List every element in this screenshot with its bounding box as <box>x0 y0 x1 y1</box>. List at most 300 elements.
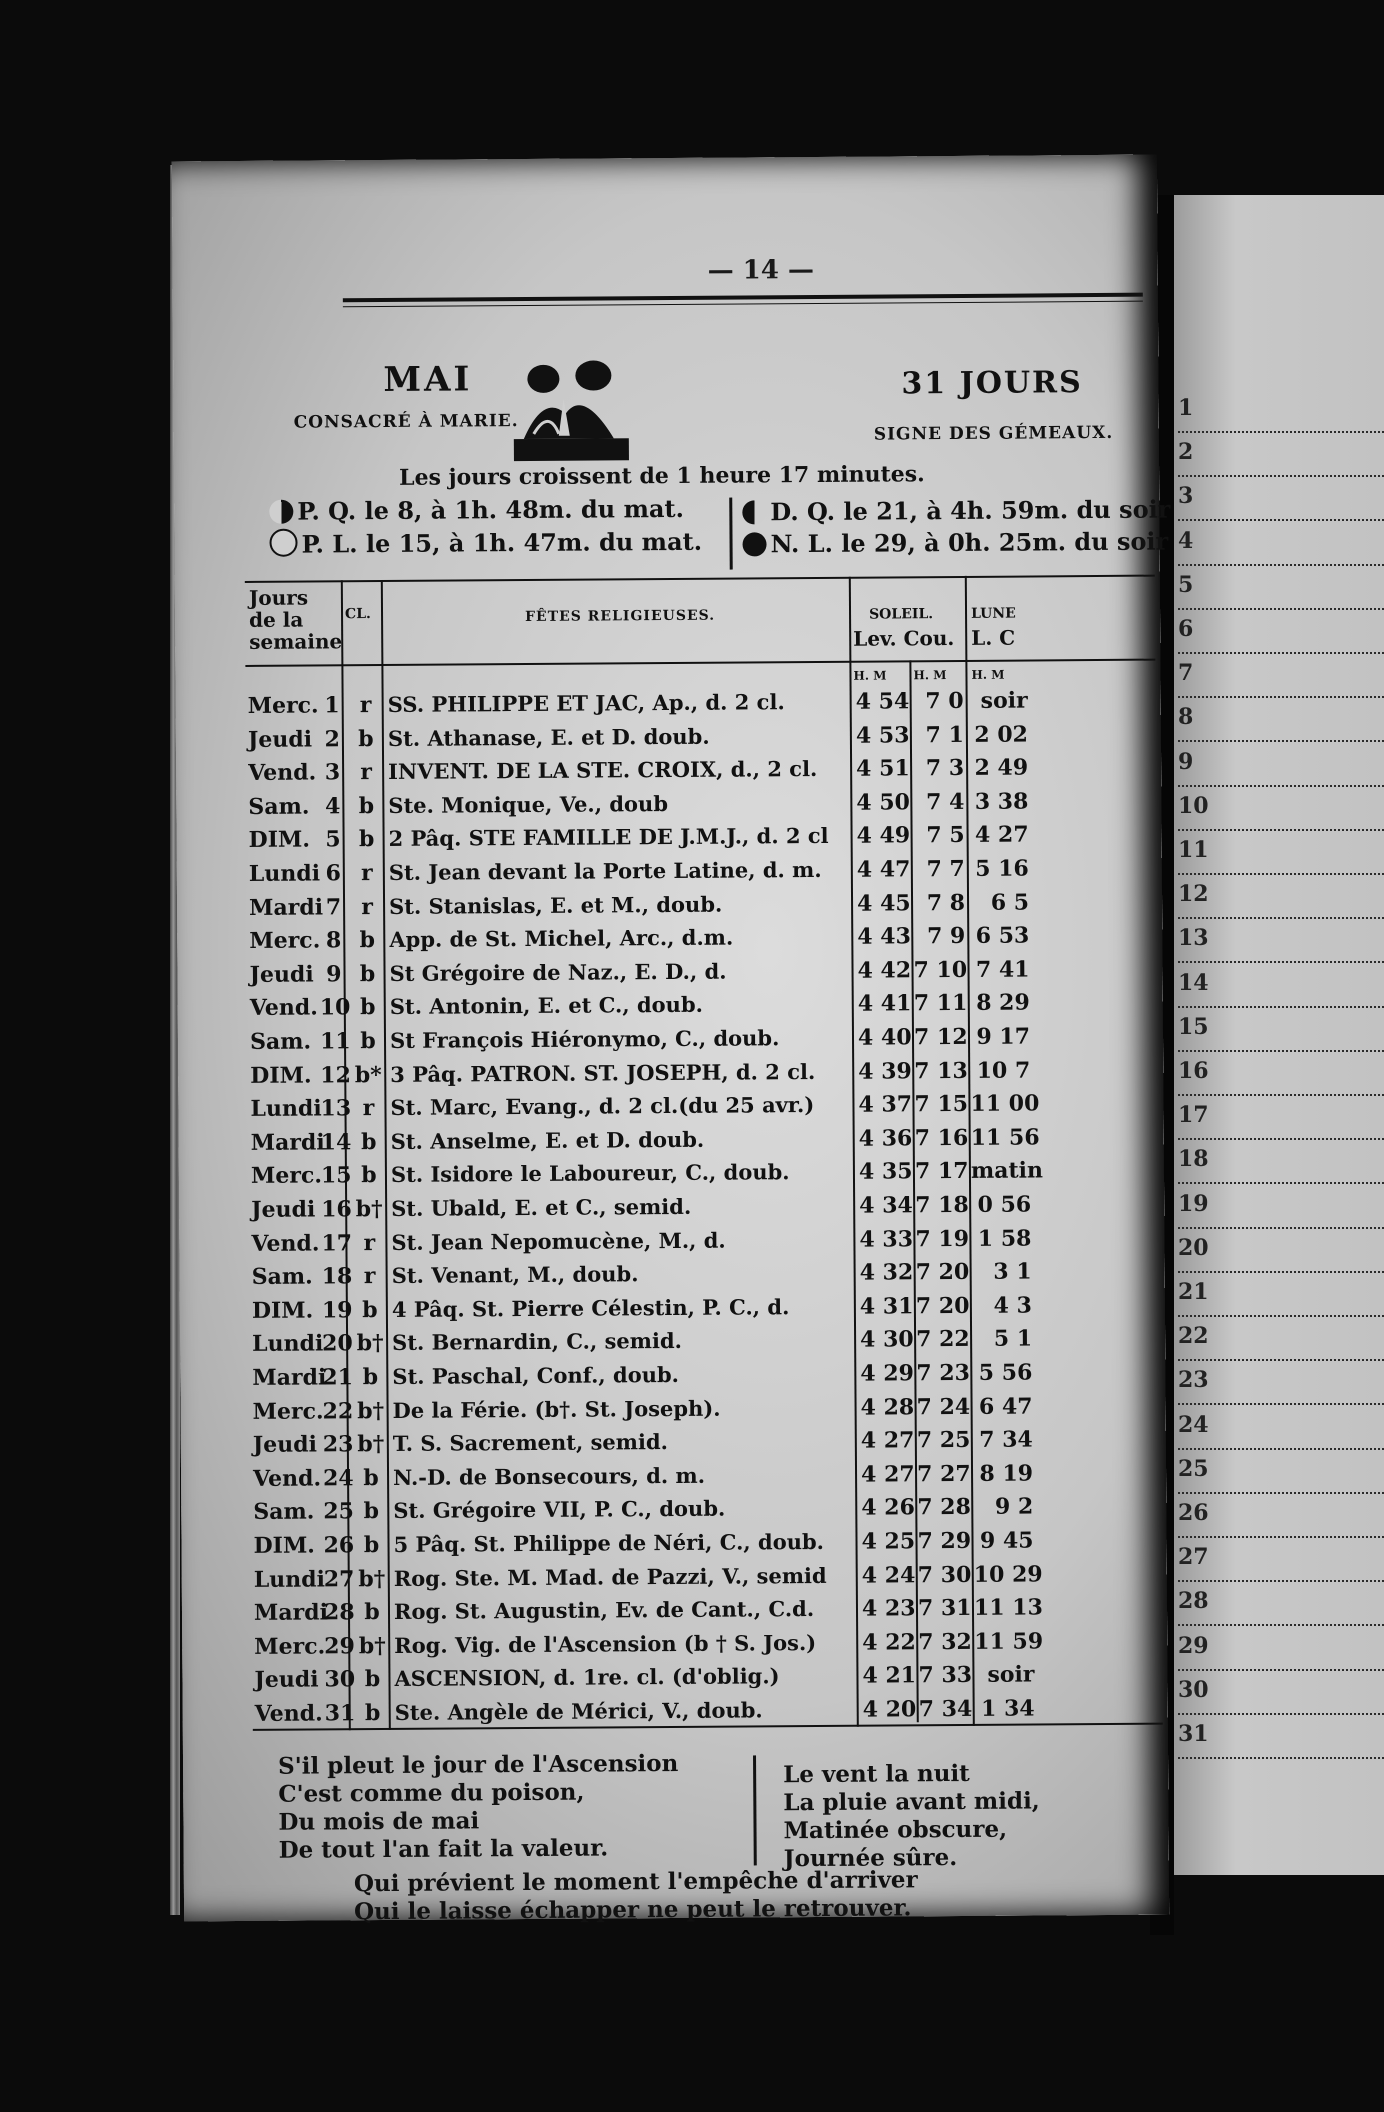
moon-phase-nl-text: N. L. le 29, à 0h. 25m. du soir <box>770 526 1169 559</box>
class-cell: b* <box>354 1061 382 1088</box>
facing-page-number: 16 <box>1178 1058 1209 1084</box>
moon-phase-pl-text: P. L. le 15, à 1h. 47m. du mat. <box>301 526 703 559</box>
facing-page-rule <box>1178 1359 1384 1361</box>
day-cell: Mardi <box>253 1599 329 1627</box>
moon-cell: 10 7 <box>976 1057 1031 1084</box>
sunset-cell: 7 17 <box>914 1158 969 1185</box>
feast-cell: Rog. St. Augustin, Ev. de Cant., C.d. <box>393 1596 815 1625</box>
feast-cell: Ste. Monique, Ve., doub <box>388 790 669 818</box>
date-cell: 23 <box>322 1431 354 1458</box>
feast-cell: St. Grégoire VII, P. C., doub. <box>393 1496 726 1524</box>
feast-cell: St. Anselme, E. et D. doub. <box>390 1126 705 1154</box>
date-cell: 28 <box>323 1599 355 1626</box>
full-moon-icon <box>269 529 297 557</box>
sunrise-cell: 4 29 <box>860 1360 915 1387</box>
moon-cell: 9 45 <box>979 1527 1034 1554</box>
class-cell: b <box>364 1599 380 1626</box>
proverb-right <box>783 1759 1040 1873</box>
sunset-cell: 7 1 <box>925 721 964 748</box>
sunrise-cell: 4 50 <box>856 789 911 816</box>
facing-page-rule <box>1178 1315 1384 1317</box>
date-cell: 18 <box>321 1263 353 1290</box>
phase-divider <box>729 498 733 570</box>
date-cell: 4 <box>324 793 341 820</box>
date-cell: 29 <box>324 1633 355 1660</box>
zodiac-sign: SIGNE DES GÉMEAUX. <box>873 422 1114 445</box>
proverb-line: C'est comme du poison, <box>278 1778 585 1808</box>
moon-cell: 11 56 <box>970 1124 1040 1151</box>
facing-page-rule <box>1178 873 1384 875</box>
facing-page-number: 18 <box>1178 1146 1209 1173</box>
sunrise-cell: 4 28 <box>860 1393 915 1421</box>
day-cell: Mardi <box>248 894 324 921</box>
facing-page-rule <box>1178 1138 1384 1140</box>
moon-phase-pq <box>269 494 684 526</box>
facing-page-number: 20 <box>1178 1234 1209 1261</box>
facing-page-rule <box>1178 608 1384 610</box>
day-cell: Sam. <box>251 1263 313 1291</box>
col-header-hm: H. M <box>971 667 1005 682</box>
sunset-cell: 7 7 <box>926 855 965 883</box>
sunrise-cell: 4 36 <box>858 1125 913 1152</box>
sunrise-cell: 4 40 <box>857 1024 912 1051</box>
class-cell: r <box>360 860 373 887</box>
facing-page-number: 13 <box>1178 925 1209 952</box>
facing-page-rule <box>1178 1050 1384 1052</box>
sunset-cell: 7 31 <box>917 1595 972 1622</box>
consecration-text: CONSACRÉ À MARIE. <box>293 411 519 433</box>
sunrise-cell: 4 35 <box>858 1158 913 1186</box>
feast-cell: St François Hiéronymo, C., doub. <box>389 1025 780 1053</box>
sunrise-cell: 4 25 <box>861 1528 916 1555</box>
sunset-cell: 7 22 <box>916 1326 970 1353</box>
moon-cell: 1 58 <box>977 1225 1032 1252</box>
class-cell: b <box>358 792 375 819</box>
sunrise-cell: 4 42 <box>857 957 912 984</box>
moon-cell: 2 49 <box>974 754 1029 782</box>
feast-cell: St. Bernardin, C., semid. <box>392 1328 683 1356</box>
sunset-cell: 7 23 <box>916 1359 971 1387</box>
sunrise-cell: 4 27 <box>860 1427 915 1454</box>
class-cell: b <box>358 826 375 853</box>
moon-cell: 6 47 <box>978 1393 1033 1420</box>
feast-cell: St. Antonin, E. et C., doub. <box>389 992 703 1020</box>
facing-page-number: 26 <box>1178 1500 1209 1526</box>
day-cell: Vend. <box>249 994 318 1022</box>
moon-cell: 7 41 <box>975 956 1030 983</box>
facing-page-number: 7 <box>1178 660 1194 687</box>
facing-page-number: 25 <box>1178 1455 1209 1482</box>
facing-page-number: 23 <box>1178 1367 1209 1394</box>
facing-page-rule <box>1178 1182 1384 1184</box>
moon-cell: 5 16 <box>975 855 1029 882</box>
feast-cell: De la Férie. (b†. St. Joseph). <box>392 1395 721 1423</box>
moon-cell: 2 02 <box>974 721 1028 748</box>
month-title: MAI <box>383 359 473 400</box>
col-header-soleil: SOLEIL. <box>868 606 934 623</box>
date-cell: 24 <box>322 1465 354 1492</box>
facing-page-number: 10 <box>1178 792 1209 819</box>
moon-cell: 1 34 <box>981 1695 1035 1722</box>
day-cell: Merc. <box>250 1162 323 1190</box>
facing-page-rule <box>1178 1669 1384 1671</box>
date-cell: 21 <box>322 1364 354 1391</box>
sunset-cell: 7 28 <box>917 1494 971 1521</box>
class-cell: b <box>360 1028 376 1055</box>
class-cell: b† <box>355 1196 383 1223</box>
facing-page-rule <box>1178 1713 1384 1715</box>
day-cell: Merc. <box>254 1633 326 1660</box>
moon-cell: 11 13 <box>973 1594 1043 1622</box>
date-cell: 14 <box>320 1129 352 1156</box>
facing-page-rule <box>1178 519 1384 521</box>
class-cell: r <box>363 1229 376 1256</box>
date-cell: 27 <box>323 1565 355 1593</box>
class-cell: b <box>361 1162 377 1189</box>
facing-page-number: 3 <box>1178 483 1194 510</box>
sunrise-cell: 4 33 <box>859 1225 914 1253</box>
feast-cell: T. S. Sacrement, semid. <box>392 1429 669 1457</box>
feast-cell: 3 Pâq. PATRON. ST. JOSEPH, d. 2 cl. <box>390 1058 816 1087</box>
class-cell: r <box>362 1095 375 1122</box>
date-cell: 9 <box>326 961 342 988</box>
class-cell: b† <box>357 1431 385 1458</box>
feast-cell: St. Jean devant la Porte Latine, d. m. <box>388 856 822 885</box>
facing-page-number: 15 <box>1178 1013 1209 1040</box>
feast-cell: Rog. Vig. de l'Ascension (b † S. Jos.) <box>394 1629 817 1658</box>
class-cell: r <box>363 1263 376 1290</box>
day-cell: Vend. <box>252 1465 322 1492</box>
feast-cell: App. de St. Michel, Arc., d.m. <box>389 924 734 953</box>
class-cell: b <box>363 1464 379 1491</box>
day-cell: Sam. <box>253 1498 315 1526</box>
facing-page-rule <box>1178 1403 1384 1405</box>
class-cell: b† <box>358 1632 386 1659</box>
daylight-note: Les jours croissent de 1 heure 17 minutes. <box>398 461 925 491</box>
days-count: 31 JOURS <box>901 365 1083 402</box>
class-cell: b <box>364 1666 381 1693</box>
class-cell: b <box>362 1296 378 1323</box>
first-quarter-icon <box>269 500 293 524</box>
gemini-emblem-icon <box>503 353 639 464</box>
facing-page-number: 6 <box>1178 616 1194 642</box>
proverb-line: Qui prévient le moment l'empêche d'arriver <box>353 1866 918 1898</box>
moon-cell: 8 29 <box>976 989 1030 1017</box>
moon-phase-dq <box>742 494 1170 526</box>
day-cell: DIM. <box>251 1297 314 1324</box>
moon-phase-pq-text: P. Q. le 8, à 1h. 48m. du mat. <box>297 493 685 526</box>
header-rule-thin <box>343 301 1143 308</box>
moon-cell: 4 3 <box>993 1292 1032 1319</box>
sunset-cell: 7 29 <box>917 1527 972 1555</box>
feast-cell: St. Paschal, Conf., doub. <box>392 1361 680 1389</box>
sunrise-cell: 4 41 <box>857 990 912 1018</box>
moon-cell: 11 59 <box>974 1628 1044 1655</box>
facing-page-rule <box>1178 785 1384 787</box>
moon-cell: 5 1 <box>993 1325 1033 1353</box>
facing-page-rule <box>1178 1271 1384 1273</box>
date-cell: 30 <box>324 1666 356 1693</box>
facing-page-number: 17 <box>1178 1102 1209 1129</box>
sunset-cell: 7 3 <box>925 755 965 782</box>
moon-phase-pl <box>269 526 702 559</box>
sunset-cell: 7 0 <box>925 687 964 715</box>
facing-page-number: 29 <box>1178 1632 1209 1659</box>
facing-page-number: 5 <box>1178 571 1194 598</box>
sunset-cell: 7 11 <box>913 990 968 1017</box>
moon-cell: 9 2 <box>994 1493 1034 1521</box>
day-cell: Sam. <box>248 793 310 820</box>
day-cell: Lundi <box>248 860 321 887</box>
facing-page-number: 12 <box>1178 881 1209 908</box>
feast-cell: St Grégoire de Naz., E. D., d. <box>389 958 727 986</box>
moon-cell: matin <box>970 1157 1044 1185</box>
sunset-cell: 7 10 <box>913 956 968 984</box>
moon-cell: 10 29 <box>973 1561 1043 1588</box>
facing-page-number: 11 <box>1178 837 1209 863</box>
moon-cell: 4 27 <box>974 821 1029 849</box>
date-cell: 16 <box>321 1196 352 1223</box>
sunset-cell: 7 33 <box>918 1662 973 1689</box>
facing-page-rule <box>1178 1536 1384 1538</box>
moon-cell: soir <box>987 1661 1035 1689</box>
sunset-cell: 7 34 <box>918 1695 973 1723</box>
moon-cell: 5 56 <box>978 1359 1033 1386</box>
col-header-hm: H. M <box>853 668 887 683</box>
feast-cell: Rog. Ste. M. Mad. de Pazzi, V., semid <box>393 1562 827 1591</box>
day-cell: Jeudi <box>254 1666 319 1694</box>
sunrise-cell: 4 21 <box>862 1662 917 1690</box>
moon-cell: 7 34 <box>979 1426 1033 1454</box>
sunset-cell: 7 16 <box>914 1124 969 1152</box>
day-cell: Vend. <box>251 1230 320 1257</box>
class-cell: b† <box>357 1397 385 1424</box>
sunset-cell: 7 20 <box>915 1292 970 1320</box>
day-cell: Sam. <box>249 1028 312 1055</box>
class-cell: b <box>360 1128 377 1155</box>
day-cell: Mardi <box>250 1129 325 1156</box>
sunrise-cell: 4 30 <box>860 1326 914 1354</box>
date-cell: 6 <box>325 860 341 887</box>
class-cell: b <box>363 1532 380 1559</box>
class-cell: b <box>359 960 376 987</box>
sunset-cell: 7 20 <box>915 1259 970 1286</box>
facing-page-rule <box>1178 431 1384 433</box>
sunrise-cell: 4 49 <box>856 822 911 850</box>
page-number: — 14 — <box>707 254 815 286</box>
date-cell: 2 <box>324 725 340 753</box>
sunrise-cell: 4 43 <box>857 923 911 950</box>
day-cell: Merc. <box>249 927 321 955</box>
sunrise-cell: 4 54 <box>855 688 910 715</box>
facing-page-rule <box>1178 1448 1384 1450</box>
day-cell: Jeudi <box>251 1196 316 1223</box>
sunset-cell: 7 9 <box>926 923 966 950</box>
date-cell: 26 <box>323 1532 355 1559</box>
date-cell: 13 <box>320 1095 352 1122</box>
moon-cell: 0 56 <box>977 1191 1032 1218</box>
class-cell: r <box>359 692 372 719</box>
date-cell: 3 <box>324 759 341 786</box>
proverb-line: Le vent la nuit <box>783 1759 970 1789</box>
facing-page-number: 9 <box>1178 748 1194 775</box>
sunrise-cell: 4 32 <box>859 1259 914 1286</box>
date-cell: 8 <box>325 927 342 954</box>
sunrise-cell: 4 26 <box>861 1494 915 1522</box>
feast-cell: ASCENSION, d. 1re. cl. (d'oblig.) <box>394 1663 780 1692</box>
proverb-line: S'il pleut le jour de l'Ascension <box>277 1749 679 1780</box>
moon-phase-nl <box>742 527 1168 559</box>
proverb-divider <box>753 1755 757 1865</box>
col-header-lune: LUNE <box>970 605 1016 622</box>
facing-page-number: 21 <box>1178 1279 1209 1305</box>
day-cell: Vend. <box>248 759 317 787</box>
date-cell: 25 <box>323 1498 355 1525</box>
day-cell: Mardi <box>252 1364 327 1391</box>
date-cell: 19 <box>321 1297 353 1324</box>
proverb-left <box>278 1750 679 1865</box>
facing-page-rule <box>1178 652 1384 654</box>
almanac-page <box>172 155 1171 1926</box>
facing-page-rule <box>1178 1580 1384 1582</box>
date-cell: 20 <box>322 1330 353 1357</box>
moon-cell: 8 19 <box>979 1460 1034 1487</box>
moon-phase-dq-text: D. Q. le 21, à 4h. 59m. du soir <box>770 494 1171 527</box>
moon-cell: 6 53 <box>975 922 1030 950</box>
sunrise-cell: 4 22 <box>862 1629 916 1656</box>
facing-page-number: 31 <box>1178 1721 1209 1747</box>
feast-cell: St. Isidore le Laboureur, C., doub. <box>390 1159 790 1188</box>
day-cell: Jeudi <box>247 726 313 753</box>
facing-page-rule <box>1178 696 1384 698</box>
date-cell: 7 <box>325 893 342 920</box>
sunset-cell: 7 30 <box>917 1561 972 1588</box>
sunrise-cell: 4 31 <box>859 1293 914 1320</box>
date-cell: 1 <box>324 692 340 719</box>
sunset-cell: 7 13 <box>914 1057 968 1084</box>
sunrise-cell: 4 53 <box>855 721 910 749</box>
feast-cell: 5 Pâq. St. Philippe de Néri, C., doub. <box>393 1528 824 1557</box>
sunset-cell: 7 24 <box>916 1393 971 1420</box>
sunrise-cell: 4 24 <box>861 1561 916 1589</box>
date-cell: 15 <box>320 1162 352 1189</box>
day-cell: Lundi <box>252 1330 324 1358</box>
facing-page-rule <box>1178 475 1384 477</box>
facing-page-rule <box>1178 917 1384 919</box>
facing-page-number: 28 <box>1178 1588 1209 1615</box>
feast-cell: St. Marc, Evang., d. 2 cl.(du 25 avr.) <box>390 1092 815 1121</box>
feast-cell: INVENT. DE LA STE. CROIX, d., 2 cl. <box>388 756 818 785</box>
facing-page-rule <box>1178 829 1384 831</box>
facing-page-rule <box>1178 1006 1384 1008</box>
class-cell: b <box>359 927 376 954</box>
day-cell: Lundi <box>253 1566 326 1593</box>
proverb-bottom <box>354 1866 918 1926</box>
sunset-cell: 7 32 <box>918 1628 972 1656</box>
sunrise-cell: 4 47 <box>856 856 911 883</box>
feast-cell: 4 Pâq. St. Pierre Célestin, P. C., d. <box>391 1293 790 1322</box>
feast-cell: 2 Pâq. STE FAMILLE DE J.M.J., d. 2 cl <box>388 823 829 852</box>
sunset-cell: 7 27 <box>916 1460 971 1488</box>
sunset-cell: 7 8 <box>926 889 966 916</box>
sunrise-cell: 4 45 <box>856 889 911 917</box>
facing-page-rule <box>1178 1492 1384 1494</box>
day-cell: Jeudi <box>249 961 314 988</box>
date-cell: 31 <box>324 1700 356 1727</box>
facing-page-number: 1 <box>1178 395 1194 421</box>
col-header-lune-lc: L. C <box>971 625 1016 650</box>
facing-page-number: 2 <box>1178 439 1194 466</box>
date-cell: 17 <box>321 1229 353 1257</box>
sunset-cell: 7 25 <box>916 1427 971 1454</box>
day-cell: DIM. <box>250 1062 312 1089</box>
day-cell: DIM. <box>253 1532 316 1559</box>
facing-page-rule <box>1178 1757 1384 1759</box>
facing-page-number: 27 <box>1178 1544 1209 1571</box>
facing-page-rule <box>1178 564 1384 566</box>
day-cell: Merc. <box>252 1398 324 1425</box>
facing-page-number: 30 <box>1178 1676 1209 1703</box>
date-cell: 10 <box>319 994 351 1021</box>
class-cell: r <box>360 759 373 786</box>
facing-page-rule <box>1178 1094 1384 1096</box>
proverb-line: Matinée obscure, <box>783 1815 1008 1845</box>
facing-page-number: 4 <box>1178 527 1194 554</box>
sunrise-cell: 4 27 <box>860 1461 915 1488</box>
sunrise-cell: 4 23 <box>861 1595 916 1622</box>
date-cell: 5 <box>325 826 341 853</box>
col-header-jours: Jours de la semaine <box>248 585 343 654</box>
class-cell: r <box>361 893 373 920</box>
sunrise-cell: 4 39 <box>858 1057 912 1085</box>
feast-cell: SS. PHILIPPE ET JAC, Ap., d. 2 cl. <box>387 689 785 717</box>
moon-cell: 3 1 <box>993 1258 1032 1285</box>
class-cell: b <box>364 1700 381 1727</box>
moon-cell: 9 17 <box>976 1023 1031 1050</box>
sunset-cell: 7 4 <box>925 788 965 816</box>
proverb-line: De tout l'an fait la valeur. <box>278 1834 609 1864</box>
col-header-hm: H. M <box>913 668 947 683</box>
date-cell: 22 <box>322 1397 354 1425</box>
moon-cell: soir <box>980 687 1028 714</box>
new-moon-icon <box>742 532 766 556</box>
proverb-line: La pluie avant midi, <box>783 1787 1040 1817</box>
last-quarter-icon <box>742 500 766 524</box>
sunset-cell: 7 19 <box>915 1225 970 1252</box>
facing-page-rule <box>1178 740 1384 742</box>
moon-cell: 3 38 <box>974 788 1029 815</box>
class-cell: b <box>358 725 374 752</box>
day-cell: Jeudi <box>252 1431 318 1459</box>
facing-page-number: 19 <box>1178 1190 1209 1217</box>
day-cell: DIM. <box>248 826 311 854</box>
facing-page-number: 8 <box>1178 704 1194 731</box>
class-cell: b† <box>358 1565 386 1592</box>
day-cell: Lundi <box>250 1095 322 1123</box>
col-header-cl: CL. <box>344 606 371 623</box>
moon-cell: 6 5 <box>990 889 1030 916</box>
col-header-fetes: FÊTES RELIGIEUSES. <box>525 607 716 626</box>
date-cell: 11 <box>319 1028 351 1055</box>
day-cell: Merc. <box>247 692 319 719</box>
class-cell: b <box>363 1498 380 1525</box>
proverb-line: Qui le laisse échapper ne peut le retrouver. <box>353 1894 912 1926</box>
col-header-lev-cou: Lev. Cou. <box>853 626 955 651</box>
feast-cell: Ste. Angèle de Mérici, V., doub. <box>394 1697 763 1725</box>
moon-cell: 11 00 <box>970 1090 1040 1118</box>
class-cell: b <box>359 994 376 1021</box>
feast-cell: St. Athanase, E. et D. doub. <box>387 723 710 751</box>
